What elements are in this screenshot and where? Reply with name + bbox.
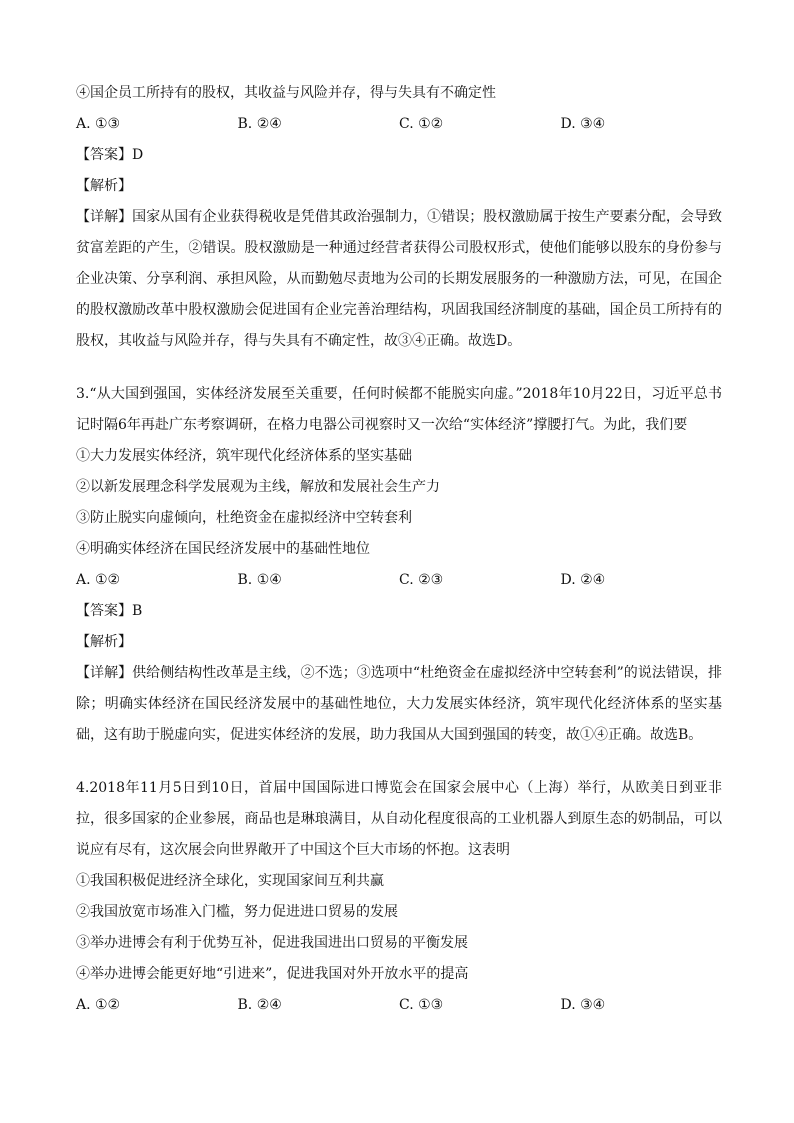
q3-options bbox=[76, 565, 722, 596]
q2-answer: 【答案】D bbox=[76, 147, 144, 163]
q3-item-3: ③防止脱实向虚倾向，杜绝资金在虚拟经济中空转套利 bbox=[76, 510, 412, 526]
q3-option-c: C. ②③ bbox=[399, 572, 444, 588]
q4-option-d: D. ③④ bbox=[560, 997, 606, 1013]
q3-option-b: B. ①④ bbox=[237, 572, 282, 588]
q4-item-3: ③举办进博会有利于优势互补，促进我国进出口贸易的平衡发展 bbox=[76, 935, 468, 951]
q2-option-b: B. ②④ bbox=[237, 116, 282, 132]
q2-option-d: D. ③④ bbox=[560, 116, 606, 132]
q4-stem: 4.2018年11月5日到10日，首届中国国际进口博览会在国家会展中心（上海）举行，从欧美日到亚非拉，很多国家的企业参展，商品也是琳琅满目，从自动化程度很高的工业机器人到原生态的奶制品，可以说应有尽有，这次展会向世界敞开了中国这个巨大市场的怀抱。这表明 bbox=[76, 780, 722, 858]
q4-option-b: B. ②④ bbox=[237, 997, 282, 1013]
q3-item-2: ②以新发展理念科学发展观为主线，解放和发展社会生产力 bbox=[76, 479, 440, 495]
q2-option-a: A. ①③ bbox=[76, 116, 121, 132]
q3-detail: 【详解】供给侧结构性改革是主线，②不选；③选项中“杜绝资金在虚拟经济中空转套利”的说法错误，排除；明确实体经济在国民经济发展中的基础性地位，大力发展实体经济，筑牢现代化经济体系的坚实基础，这有助于脱虚向实，促进实体经济的发展，助力我国从大国到强国的转变，故①④正确。故选B。 bbox=[76, 665, 722, 743]
q3-option-a: A. ①② bbox=[76, 572, 121, 588]
q2-item-4: ④国企员工所持有的股权，其收益与风险并存，得与失具有不确定性 bbox=[76, 85, 496, 101]
document-page bbox=[76, 78, 722, 1021]
q2-options bbox=[76, 109, 722, 140]
q4-item-1: ①我国积极促进经济全球化，实现国家间互利共赢 bbox=[76, 873, 384, 889]
q3-option-d: D. ②④ bbox=[560, 572, 606, 588]
q4-option-a: A. ①② bbox=[76, 997, 121, 1013]
q3-analysis-label: 【解析】 bbox=[76, 634, 132, 650]
q3-stem: 3.“从大国到强国，实体经济发展至关重要，任何时候都不能脱实向虚。”2018年10月22日，习近平总书记时隔6年再赴广东考察调研，在格力电器公司视察时又一次给“实体经济”撑腰打气。为此，我们要 bbox=[76, 386, 722, 433]
q2-analysis-label: 【解析】 bbox=[76, 178, 132, 194]
q3-answer: 【答案】B bbox=[76, 603, 143, 619]
q4-options bbox=[76, 990, 722, 1021]
q4-item-2: ②我国放宽市场准入门槛，努力促进进口贸易的发展 bbox=[76, 904, 398, 920]
q3-item-4: ④明确实体经济在国民经济发展中的基础性地位 bbox=[76, 541, 370, 557]
q2-option-c: C. ①② bbox=[399, 116, 444, 132]
q2-detail: 【详解】国家从国有企业获得税收是凭借其政治强制力，①错误；股权激励属于按生产要素分配，会导致贫富差距的产生，②错误。股权激励是一种通过经营者获得公司股权形式，使他们能够以股东的身份参与企业决策、分享利润、承担风险，从而勤勉尽责地为公司的长期发展服务的一种激励方法，可见，在国企的股权激励改革中股权激励会促进国有企业完善治理结构，巩固我国经济制度的基础，国企员工所持有的股权，其收益与风险并存，得与失具有不确定性，故③④正确。故选D。 bbox=[76, 209, 722, 349]
q3-item-1: ①大力发展实体经济，筑牢现代化经济体系的坚实基础 bbox=[76, 448, 412, 464]
q4-item-4: ④举办进博会能更好地“引进来”，促进我国对外开放水平的提高 bbox=[76, 966, 469, 982]
q4-option-c: C. ①③ bbox=[399, 997, 444, 1013]
